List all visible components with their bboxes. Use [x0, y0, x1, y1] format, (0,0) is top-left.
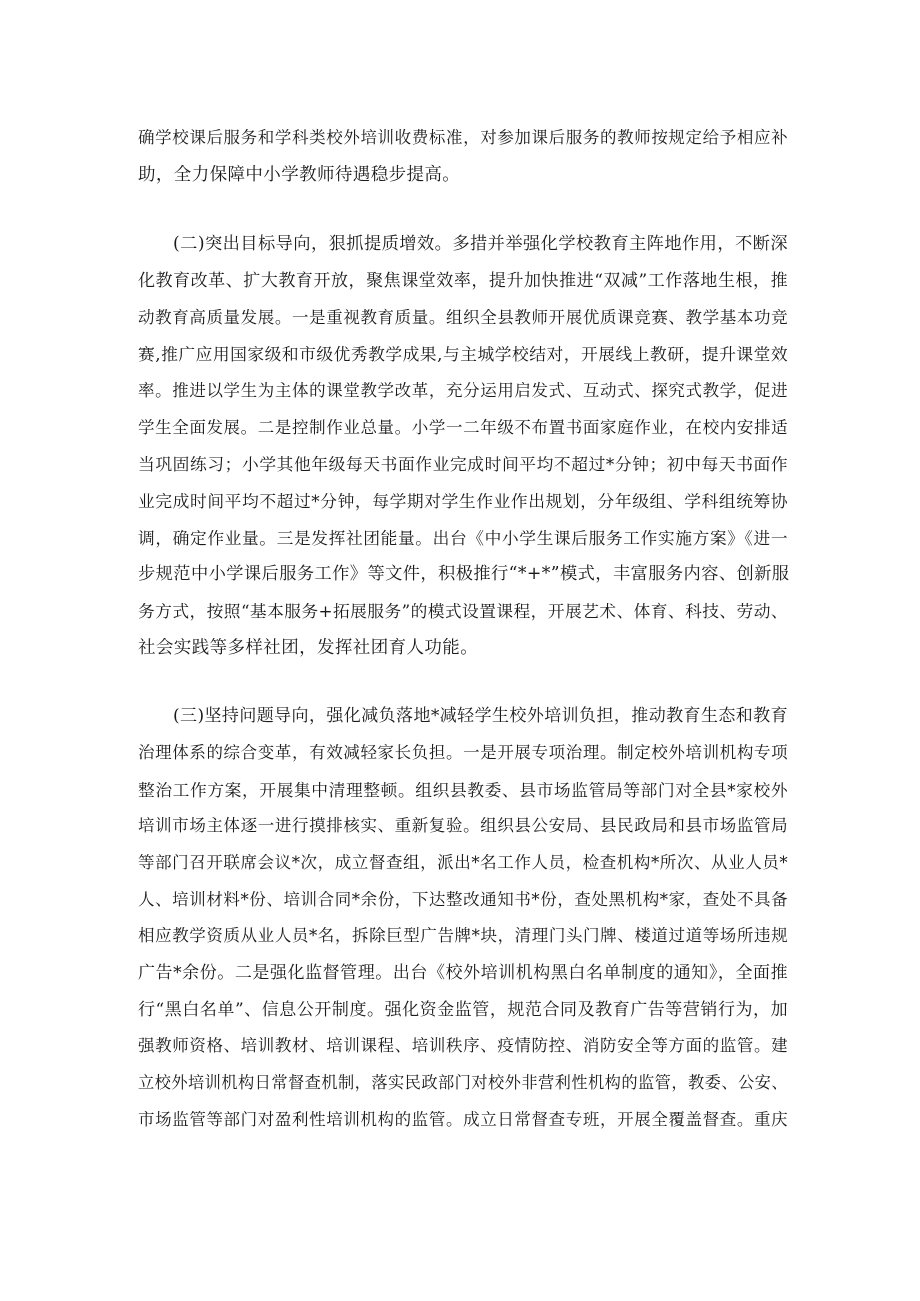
text-line: 立校外培训机构日常督查机制，落实民政部门对校外非营利性机构的监管，教委、公安、 [138, 1073, 788, 1092]
text-line: 人、培训材料*份、培训合同*余份，下达整改通知书*份，查处黑机构*家，查处不具备 [138, 890, 788, 909]
text-line: 步规范中小学课后服务工作》等文件，积极推行“*+*”模式，丰富服务内容、创新服 [138, 564, 790, 584]
text-line: 业完成时间平均不超过*分钟，每学期对学生作业作出规划，分年级组、学科组统筹协 [138, 491, 788, 511]
text-line: 相应教学资质从业人员*名，拆除巨型广告牌*块，清理门头门牌、楼道过道等场所违规 [138, 926, 788, 945]
text-line: 务方式，按照“基本服务+拓展服务”的模式设置课程，开展艺术、体育、科技、劳动、 [138, 601, 788, 621]
text-line: 动教育高质量发展。一是重视教育质量。组织全县教师开展优质课竞赛、教学基本功竞 [138, 308, 788, 327]
text-line: 率。推进以学生为主体的课堂教学改革，充分运用启发式、互动式、探究式教学，促进 [138, 381, 788, 400]
paragraph-heading-line: (二)突出目标导向，狠抓提质增效。多措并举强化学校教育主阵地作用，不断深 [173, 234, 788, 254]
text-line: 助，全力保障中小学教师待遇稳步提高。 [138, 165, 461, 185]
text-line: 赛,推广应用国家级和市级优秀教学成果,与主城学校结对，开展线上教研，提升课堂效 [138, 344, 788, 364]
text-line: 等部门召开联席会议*次，成立督查组，派出*名工作人员，检查机构*所次、从业人员* [138, 853, 788, 872]
text-line: 广告*余份。二是强化监督管理。出台《校外培训机构黑白名单制度的通知》，全面推 [138, 963, 788, 983]
text-line: 确学校课后服务和学科类校外培训收费标准，对参加课后服务的教师按规定给予相应补 [138, 128, 788, 147]
text-line: 整治工作方案，开展集中清理整顿。组织县教委、县市场监管局等部门对全县*家校外 [138, 780, 788, 800]
text-line: 培训市场主体逐一进行摸排核实、重新复验。组织县公安局、县民政局和县市场监管局 [138, 816, 788, 835]
text-line: 强教师资格、培训教材、培训课程、培训秩序、疫情防控、消防安全等方面的监管。建 [138, 1036, 788, 1055]
text-line: 学生全面发展。二是控制作业总量。小学一二年级不布置书面家庭作业，在校内安排适 [138, 418, 788, 437]
text-line: 社会实践等多样社团，发挥社团育人功能。 [138, 638, 479, 658]
text-line: 市场监管等部门对盈利性培训机构的监管。成立日常督查专班，开展全覆盖督查。重庆 [138, 1110, 788, 1129]
text-line: 治理体系的综合变革，有效减轻家长负担。一是开展专项治理。制定校外培训机构专项 [138, 743, 788, 762]
text-line: 化教育改革、扩大教育开放，聚焦课堂效率，提升加快推进“双减”工作落地生根，推 [138, 271, 788, 291]
paragraph-heading-line: (三)坚持问题导向，强化减负落地*减轻学生校外培训负担，推动教育生态和教育 [173, 706, 788, 726]
text-line: 当巩固练习；小学其他年级每天书面作业完成时间平均不超过*分钟；初中每天书面作 [138, 454, 789, 474]
text-line: 行“黑白名单”、信息公开制度。强化资金监管，规范合同及教育广告等营销行为，加 [138, 1000, 788, 1020]
text-line: 调，确定作业量。三是发挥社团能量。出台《中小学生课后服务工作实施方案》《进一 [138, 528, 788, 548]
